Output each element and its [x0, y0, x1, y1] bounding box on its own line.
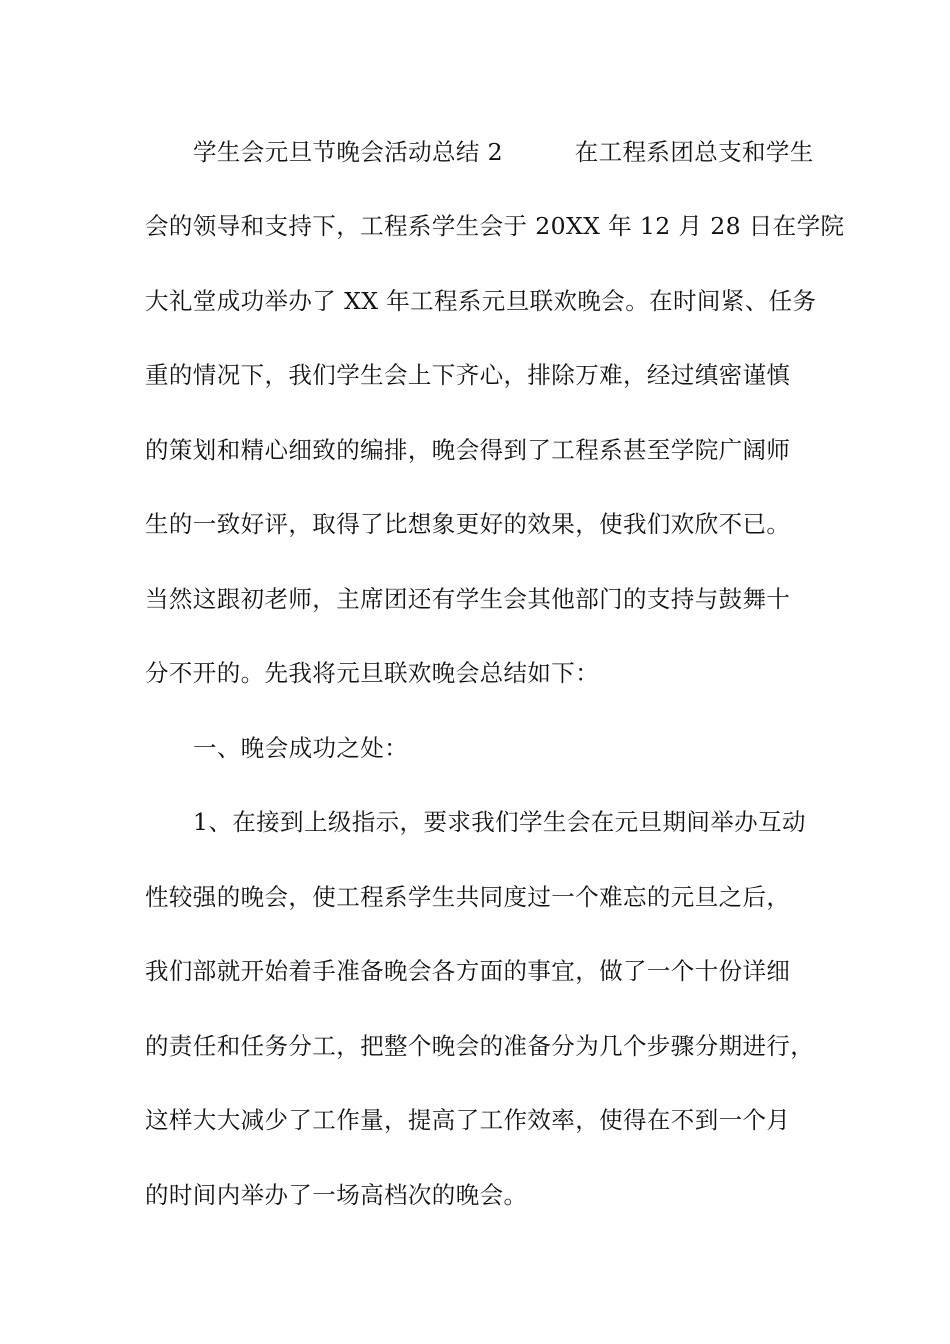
text-line: 会的领导和支持下，工程系学生会于 20XX 年 12 月 28 日在学院	[145, 212, 845, 240]
text-line: 学生会元旦节晚会活动总结 2 在工程系团总支和学生	[193, 138, 814, 166]
text-line: 性较强的晚会，使工程系学生共同度过一个难忘的元旦之后，	[145, 883, 791, 911]
text-line: 这样大大减少了工作量，提高了工作效率，使得在不到一个月	[145, 1106, 791, 1134]
text-line: 重的情况下，我们学生会上下齐心，排除万难，经过缜密谨慎	[145, 361, 791, 389]
section-heading: 一、晚会成功之处：	[193, 734, 409, 762]
text-line: 当然这跟初老师，主席团还有学生会其他部门的支持与鼓舞十	[145, 585, 791, 613]
text-line: 1、在接到上级指示，要求我们学生会在元旦期间举办互动	[193, 808, 806, 836]
text-line: 大礼堂成功举办了 XX 年工程系元旦联欢晚会。在时间紧、任务	[145, 287, 817, 315]
text-line: 的时间内举办了一场高档次的晚会。	[145, 1181, 528, 1209]
text-line: 分不开的。先我将元旦联欢晚会总结如下：	[145, 659, 600, 687]
text-line: 生的一致好评，取得了比想象更好的效果，使我们欢欣不已。	[145, 510, 791, 538]
text-line: 我们部就开始着手准备晚会各方面的事宜，做了一个十份详细	[145, 957, 791, 985]
text-line: 的策划和精心细致的编排，晚会得到了工程系甚至学院广阔师	[145, 436, 791, 464]
text-line: 的责任和任务分工，把整个晚会的准备分为几个步骤分期进行，	[145, 1032, 815, 1060]
